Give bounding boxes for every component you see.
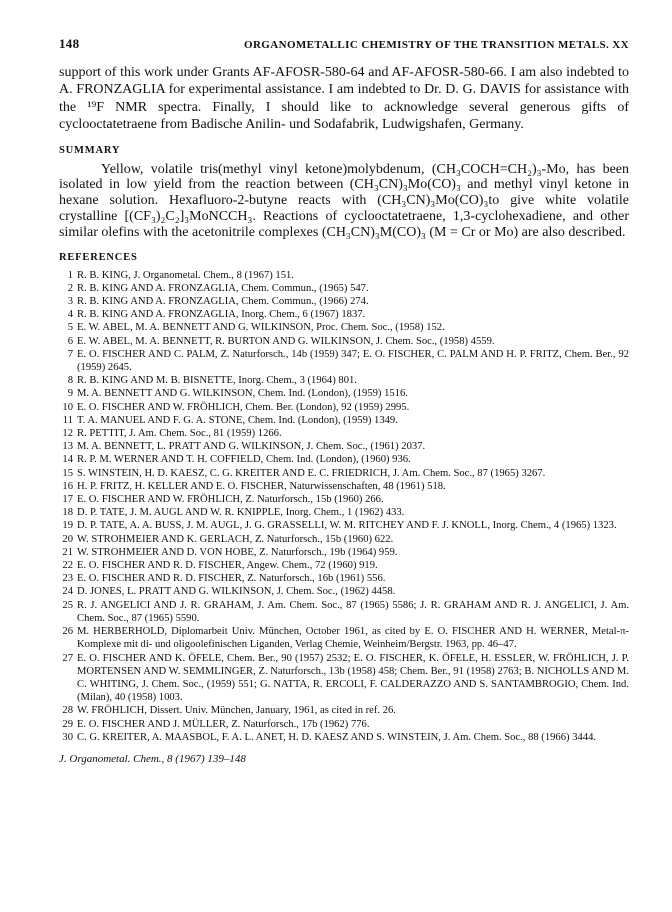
- reference-text: R. B. KING AND A. FRONZAGLIA, Chem. Commun., (1965) 547.: [77, 282, 369, 294]
- reference-text: H. P. FRITZ, H. KELLER AND E. O. FISCHER, Naturwissenschaften, 48 (1961) 518.: [77, 480, 446, 492]
- reference-item: [59, 533, 629, 546]
- reference-item: [59, 308, 629, 321]
- reference-text: E. O. FISCHER AND J. MÜLLER, Z. Naturforsch., 17b (1962) 776.: [77, 718, 370, 730]
- reference-text: W. FRÖHLICH, Dissert. Univ. München, January, 1961, as cited in ref. 26.: [77, 705, 396, 717]
- reference-text: R. J. ANGELICI AND J. R. GRAHAM, J. Am. Chem. Soc., 87 (1965) 5586; J. R. GRAHAM AND R. J. ANGELICI, J. Am. Chem. Soc., 87 (1965) 5590.: [77, 599, 629, 624]
- reference-item: [59, 427, 629, 440]
- reference-item: [59, 572, 629, 585]
- reference-item: [59, 731, 629, 744]
- reference-text: E. O. FISCHER AND W. FRÖHLICH, Chem. Ber. (London), 92 (1959) 2995.: [77, 401, 410, 413]
- reference-text: R. PETTIT, J. Am. Chem. Soc., 81 (1959) 1266.: [77, 428, 282, 440]
- reference-item: [59, 718, 629, 731]
- reference-number: 17: [62, 494, 73, 506]
- reference-number: 21: [62, 546, 73, 558]
- references-heading: REFERENCES: [59, 251, 138, 263]
- summary-heading: SUMMARY: [59, 144, 121, 156]
- reference-text: E. W. ABEL, M. A. BENNETT AND G. WILKINSON, Proc. Chem. Soc., (1958) 152.: [77, 322, 445, 334]
- reference-number: 8: [67, 375, 73, 387]
- reference-text: E. O. FISCHER AND K. ÖFELE, Chem. Ber., 90 (1957) 2532; E. O. FISCHER, K. ÖFELE, H. ESSLER, W. FRÖHLICH, J. P. MORTENSEN AND W. SEMMLINGER, Z. Naturforsch., 13b (1958) 458; Chem. Ber., 91 (1958) 2763; B. NICHOLLS AND M. C. WHITING, J. Chem. Soc., (1959) 551; G. NATTA, R. ERCOLI, F. CALDERAZZO AND S. SANTAMBROGIO, Chem. Ind. (Milan), 40 (1958) 1003.: [77, 652, 629, 704]
- reference-item: [59, 480, 629, 493]
- reference-item: [59, 269, 629, 282]
- reference-number: 29: [62, 718, 73, 730]
- reference-number: 3: [67, 296, 73, 308]
- reference-number: 20: [62, 533, 73, 545]
- reference-text: R. B. KING AND A. FRONZAGLIA, Inorg. Chem., 6 (1967) 1837.: [77, 309, 366, 321]
- reference-number: 30: [62, 731, 73, 743]
- reference-number: 2: [67, 282, 73, 294]
- reference-text: R. B. KING AND M. B. BISNETTE, Inorg. Chem., 3 (1964) 801.: [77, 375, 357, 387]
- reference-number: 24: [62, 586, 73, 598]
- reference-text: W. STROHMEIER AND K. GERLACH, Z. Naturforsch., 15b (1960) 622.: [77, 533, 394, 545]
- reference-number: 25: [62, 599, 73, 611]
- reference-number: 14: [62, 454, 73, 466]
- reference-text: D. P. TATE, J. M. AUGL AND W. R. KNIPPLE, Inorg. Chem., 1 (1962) 433.: [77, 507, 405, 519]
- reference-item: [59, 546, 629, 559]
- reference-text: R. P. M. WERNER AND T. H. COFFIELD, Chem. Ind. (London), (1960) 936.: [77, 454, 411, 466]
- reference-number: 23: [62, 573, 73, 585]
- reference-number: 5: [67, 322, 73, 334]
- reference-item: [59, 374, 629, 387]
- reference-number: 28: [62, 705, 73, 717]
- reference-item: [59, 467, 629, 480]
- reference-number: 26: [62, 626, 73, 638]
- reference-number: 11: [62, 414, 73, 426]
- reference-text: M. A. BENNETT AND G. WILKINSON, Chem. Ind. (London), (1959) 1516.: [77, 388, 408, 400]
- reference-number: 13: [62, 441, 73, 453]
- acknowledgement-paragraph: support of this work under Grants AF-AFOSR-580-64 and AF-AFOSR-580-66. I am also indebted to A. FRONZAGLIA for experimental assistance. I am indebted to Dr. D. G. DAVIS for assistance with the ¹⁹F NMR spectra. Finally, I should like to acknowledge several generous gifts of cyclooctatetraene from Badische Anilin- und Sodafabrik, Ludwigshafen, Germany.: [59, 65, 629, 133]
- reference-number: 12: [62, 428, 73, 440]
- page-header: [59, 36, 629, 58]
- reference-item: [59, 440, 629, 453]
- reference-item: [59, 282, 629, 295]
- journal-page: [59, 36, 629, 765]
- reference-item: [59, 453, 629, 466]
- reference-item: [59, 387, 629, 400]
- page-number: 148: [59, 36, 80, 51]
- reference-number: 22: [62, 560, 73, 572]
- reference-number: 9: [67, 388, 73, 400]
- reference-text: M. A. BENNETT, L. PRATT AND G. WILKINSON, J. Chem. Soc., (1961) 2037.: [77, 441, 426, 453]
- reference-number: 18: [62, 507, 73, 519]
- reference-text: E. O. FISCHER AND R. D. FISCHER, Angew. Chem., 72 (1960) 919.: [77, 560, 378, 572]
- reference-text: D. JONES, L. PRATT AND G. WILKINSON, J. Chem. Soc., (1962) 4458.: [77, 586, 396, 598]
- reference-text: C. G. KREITER, A. MAASBOL, F. A. L. ANET, H. D. KAESZ AND S. WINSTEIN, J. Am. Chem. Soc., 88 (1966) 3444.: [77, 731, 597, 743]
- reference-text: W. STROHMEIER AND D. VON HOBE, Z. Naturforsch., 19b (1964) 959.: [77, 546, 398, 558]
- reference-text: M. HERBERHOLD, Diplomarbeit Univ. München, October 1961, as cited by E. O. FISCHER AND H. WERNER, Metal-π-Komplexe mit di- und oligoolefinischen Liganden, Verlag Chemie, Weinheim/Bergstr. 1963, pp. 46–47.: [77, 626, 629, 651]
- reference-number: 19: [62, 520, 73, 532]
- reference-item: [59, 585, 629, 598]
- reference-text: T. A. MANUEL AND F. G. A. STONE, Chem. Ind. (London), (1959) 1349.: [77, 414, 398, 426]
- reference-item: [59, 652, 629, 705]
- reference-item: [59, 493, 629, 506]
- reference-item: [59, 625, 629, 651]
- reference-item: [59, 506, 629, 519]
- reference-number: 1: [67, 269, 73, 281]
- reference-number: 10: [62, 401, 73, 413]
- reference-item: [59, 414, 629, 427]
- reference-number: 6: [67, 335, 73, 347]
- reference-text: S. WINSTEIN, H. D. KAESZ, C. G. KREITER AND E. C. FRIEDRICH, J. Am. Chem. Soc., 87 (1965) 3267.: [77, 467, 546, 479]
- reference-number: 16: [62, 480, 73, 492]
- reference-item: [59, 335, 629, 348]
- reference-item: [59, 401, 629, 414]
- reference-text: E. O. FISCHER AND W. FRÖHLICH, Z. Naturforsch., 15b (1960) 266.: [77, 494, 384, 506]
- running-title: ORGANOMETALLIC CHEMISTRY OF THE TRANSITION METALS. XX: [244, 39, 629, 51]
- reference-item: [59, 295, 629, 308]
- reference-number: 7: [67, 348, 73, 360]
- reference-text: D. P. TATE, A. A. BUSS, J. M. AUGL, J. G. GRASSELLI, W. M. RITCHEY AND F. J. KNOLL, Inorg. Chem., 4 (1965) 1323.: [77, 520, 617, 532]
- reference-item: [59, 559, 629, 572]
- reference-text: R. B. KING, J. Organometal. Chem., 8 (1967) 151.: [77, 269, 294, 281]
- reference-item: [59, 348, 629, 374]
- reference-text: R. B. KING AND A. FRONZAGLIA, Chem. Commun., (1966) 274.: [77, 296, 369, 308]
- journal-footer: J. Organometal. Chem., 8 (1967) 139–148: [59, 752, 246, 765]
- reference-item: [59, 519, 629, 532]
- reference-text: E. O. FISCHER AND C. PALM, Z. Naturforsch., 14b (1959) 347; E. O. FISCHER, C. PALM AND H. P. FRITZ, Chem. Ber., 92 (1959) 2645.: [77, 348, 629, 374]
- reference-number: 27: [62, 652, 73, 664]
- reference-number: 4: [67, 309, 73, 321]
- reference-text: E. O. FISCHER AND R. D. FISCHER, Z. Naturforsch., 16b (1961) 556.: [77, 573, 386, 585]
- reference-item: [59, 704, 629, 717]
- summary-paragraph: Yellow, volatile tris(methyl vinyl ketone)molybdenum, (CH₃COCH=CH₂)₃-Mo, has been isolated in low yield from the reaction between (CH₃CN)₃Mo(CO)₃ and methyl vinyl ketone in hexane solution. Hexafluoro-2-butyne reacts with (CH₃CN)₃Mo(CO)₃to give white volatile crystalline [(CF₃)₂C₂]₃MoNCCH₃. Reactions of cyclooctatetraene, 1,3-cyclohexadiene, and other similar olefins with the acetonitrile complexes (CH₃CN)₃M(CO)₃ (M = Cr or Mo) are also described.: [59, 161, 629, 240]
- reference-number: 15: [62, 467, 73, 479]
- reference-item: [59, 599, 629, 625]
- reference-item: [59, 321, 629, 334]
- reference-list: [59, 269, 629, 744]
- reference-text: E. W. ABEL, M. A. BENNETT, R. BURTON AND G. WILKINSON, J. Chem. Soc., (1958) 4559.: [77, 335, 495, 347]
